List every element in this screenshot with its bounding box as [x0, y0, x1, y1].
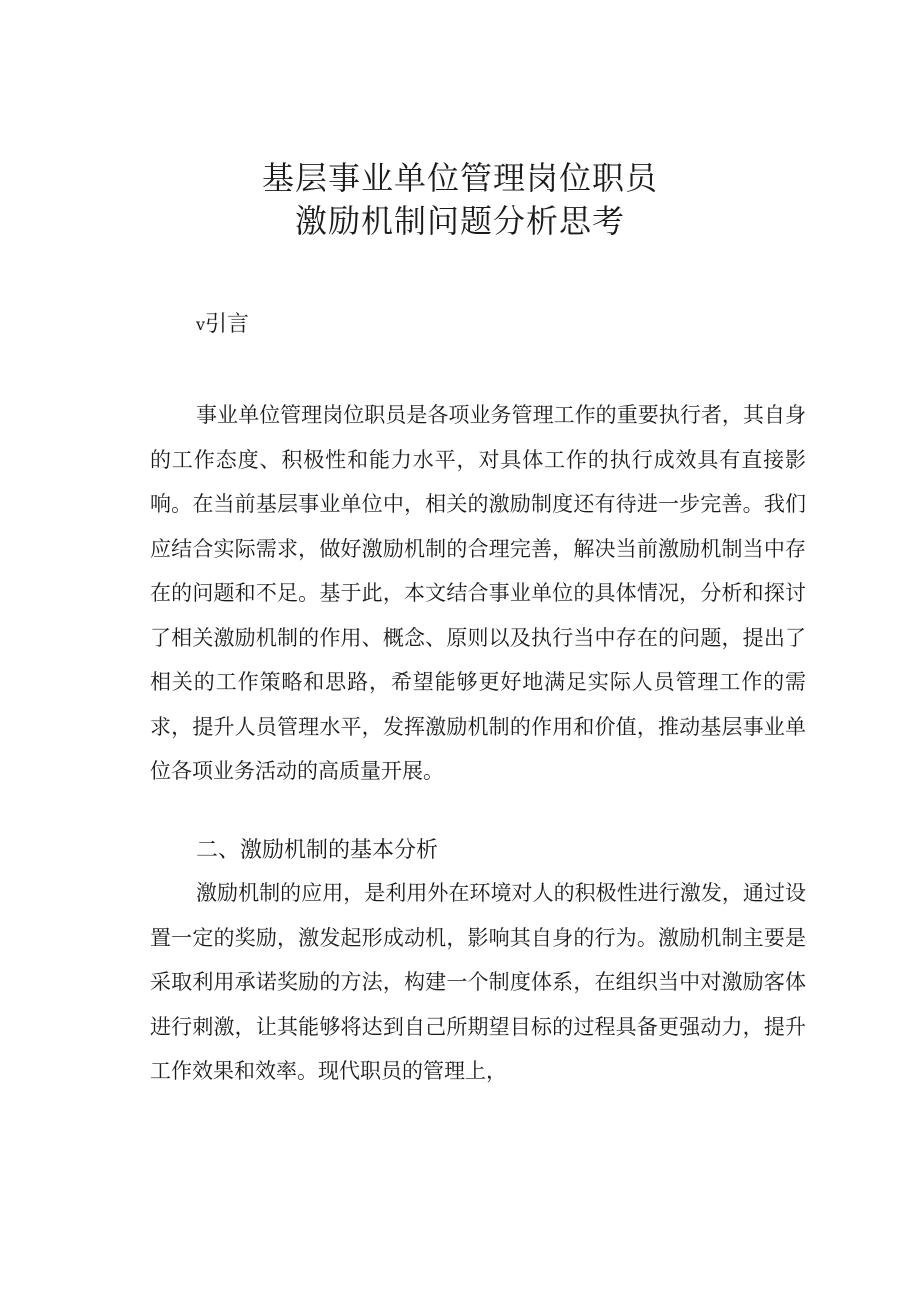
basic-analysis-paragraph: 激励机制的应用，是利用外在环境对人的积极性进行激发，通过设置一定的奖励，激发起形成动机，影响其自身的行为。激励机制主要是采取利用承诺奖励的方法，构建一个制度体系，在组织当中对激励客体进行刺激，让其能够将达到自己所期望目标的过程具备更强动力，提升工作效果和效率。现代职员的管理上，: [150, 881, 806, 1083]
section-heading-basic-analysis: 二、激励机制的基本分析: [196, 838, 439, 863]
document-title-line-1: 基层事业单位管理岗位职员: [261, 159, 658, 197]
introduction-paragraph: 事业单位管理岗位职员是各项业务管理工作的重要执行者，其自身的工作态度、积极性和能力水平，对具体工作的执行成效具有直接影响。在当前基层事业单位中，相关的激励制度还有待进一步完善。我们应结合实际需求，做好激励机制的合理完善，解决当前激励机制当中存在的问题和不足。基于此，本文结合事业单位的具体情况，分析和探讨了相关激励机制的作用、概念、原则以及执行当中存在的问题，提出了相关的工作策略和思路，希望能够更好地满足实际人员管理工作的需求，提升人员管理水平，发挥激励机制的作用和价值，推动基层事业单位各项业务活动的高质量开展。: [150, 403, 806, 783]
section-heading-introduction: [196, 310, 249, 340]
heading-marker: v: [196, 315, 206, 334]
document-title-line-2: 激励机制问题分析思考: [294, 202, 625, 240]
heading-text: 引言: [205, 312, 250, 337]
